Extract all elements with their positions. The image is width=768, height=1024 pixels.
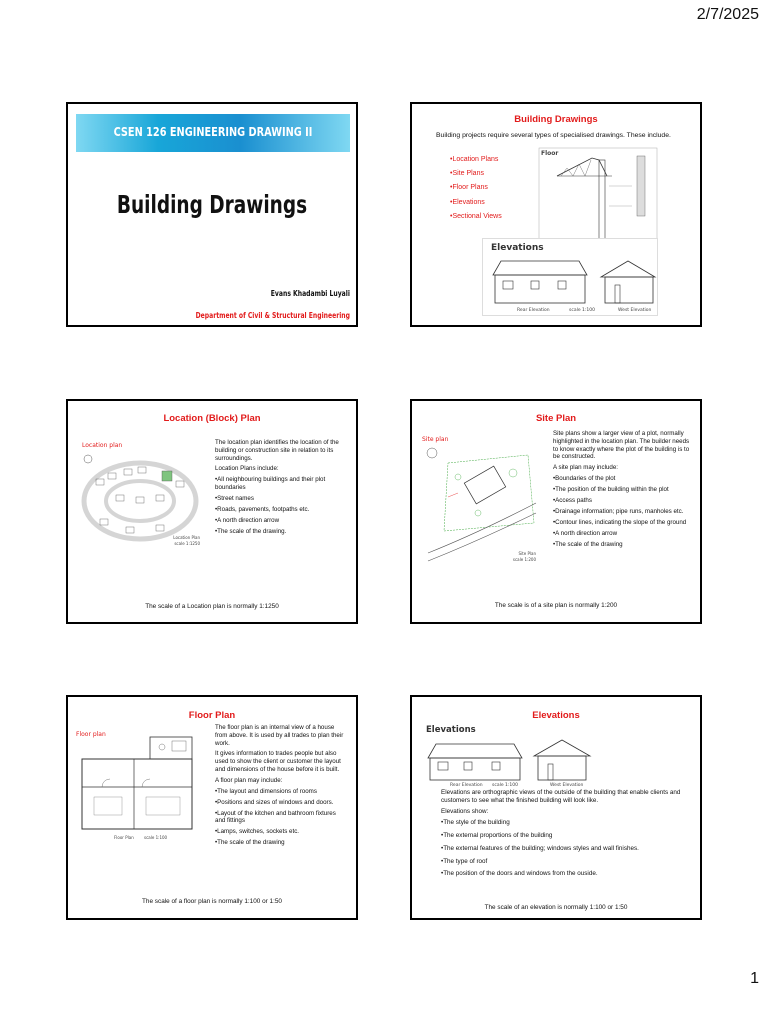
section-drawing-icon xyxy=(537,146,659,246)
bullet-item: •Contour lines, indicating the slope of the ground xyxy=(553,518,687,526)
slide-body xyxy=(553,430,693,552)
paragraph: Elevations are orthographic views of the outside of the building that enable clients and customers to see what the finished building will look like. xyxy=(441,789,681,804)
list-item: •Sectional Views xyxy=(450,212,502,220)
bullet-item: •Roads, pavements, footpaths etc. xyxy=(215,506,310,513)
section-drawing-figure: Floor xyxy=(537,146,659,246)
scale-note: The scale of an elevation is normally 1:100 or 1:50 xyxy=(484,904,628,911)
paragraph: The floor plan is an internal view of a house from above. It is used by all trades to plan their work. xyxy=(215,724,344,747)
slide-heading: Floor Plan xyxy=(188,710,236,721)
floor-plan-drawing-icon xyxy=(72,727,198,847)
author-name: Evans Khadambi Luyali xyxy=(270,289,350,298)
floor-plan-figure: Floor plan Floor Plan scale 1:100 xyxy=(72,727,198,847)
bullet-item: •Lamps, switches, sockets etc. xyxy=(215,828,300,836)
slide-intro: Building projects require several types of specialised drawings. These include. xyxy=(436,132,671,139)
bullet-item: •The position of the doors and windows from the ouside. xyxy=(441,870,598,878)
slide-elevations xyxy=(410,695,702,920)
elevations-figure: Elevations Rear Elevation scale 1:100 West Elevation xyxy=(482,238,658,316)
header-date: 2/7/2025 xyxy=(696,6,759,23)
slide-heading: Building Drawings xyxy=(514,114,598,125)
site-plan-map-icon xyxy=(418,433,540,565)
slide-building-drawings xyxy=(410,102,702,327)
slide-body xyxy=(215,724,347,850)
course-code: CSEN 126 ENGINEERING DRAWING II xyxy=(113,124,313,139)
paragraph: A site plan may include: xyxy=(553,464,619,472)
scale-note: The scale is of a site plan is normally 1:200 xyxy=(494,602,618,609)
list-item: •Site Plans xyxy=(450,170,484,178)
site-plan-figure: Site plan Site Plan scale 1:200 xyxy=(418,433,540,565)
bullet-item: •A north direction arrow xyxy=(215,516,280,524)
elevations-figure: Elevations Rear Elevation scale 1:100 West Elevation xyxy=(422,722,598,790)
bullet-item: •The scale of the drawing xyxy=(553,540,623,548)
bullet-item: •A north direction arrow xyxy=(553,529,618,537)
bullet-item: •Positions and sizes of windows and doors. xyxy=(215,798,334,806)
bullet-item: •The external proportions of the building xyxy=(441,831,553,839)
bullet-item: •The position of the building within the plot xyxy=(553,486,669,494)
presentation-title: Building Drawings xyxy=(116,190,308,219)
department-name: Department of Civil & Structural Engineering xyxy=(195,311,350,320)
slide-heading: Location (Block) Plan xyxy=(163,413,261,424)
bullet-item: •The scale of the drawing. xyxy=(215,527,287,535)
paragraph: It gives information to trades people but also used to show the client or customer the layout and dimensions of the house before it is built. xyxy=(215,750,341,773)
bullet-item: •Street names xyxy=(215,495,254,503)
slide-heading: Elevations xyxy=(532,710,580,721)
bullet-item: •All neighbouring buildings and their plot boundaries xyxy=(215,476,326,492)
bullet-item: •Drainage information; pipe runs, manholes etc. xyxy=(553,507,684,515)
paragraph: Site plans show a larger view of a plot, normally highlighted in the location plan. The builder needs to know exactly where the plot of the building is to be constructed. xyxy=(553,430,690,461)
location-plan-map-icon xyxy=(76,439,204,549)
bullet-item: •Boundaries of the plot xyxy=(553,475,616,483)
slide-title xyxy=(66,102,358,327)
list-item: •Floor Plans xyxy=(450,184,488,192)
drawing-types-list xyxy=(450,156,502,227)
paragraph: Elevations show: xyxy=(441,807,489,815)
slide-site-plan xyxy=(410,399,702,624)
slide-floor-plan xyxy=(66,695,358,920)
slide-body xyxy=(215,439,345,539)
course-banner xyxy=(76,114,350,152)
scale-note: The scale of a Location plan is normally 1:1250 xyxy=(145,603,279,610)
paragraph: A floor plan may include: xyxy=(215,776,283,784)
list-item: •Elevations xyxy=(450,198,485,206)
bullet-item: •The layout and dimensions of rooms xyxy=(215,787,317,795)
bullet-item: •The style of the building xyxy=(441,818,510,826)
paragraph: Location Plans include: xyxy=(215,465,279,473)
slide-body xyxy=(441,789,681,883)
bullet-item: •Layout of the kitchen and bathroom fixtures and fittings xyxy=(215,809,336,825)
page-number: 1 xyxy=(750,970,759,987)
bullet-item: •The scale of the drawing xyxy=(215,839,285,847)
slide-location-plan xyxy=(66,399,358,624)
list-item: •Location Plans xyxy=(450,156,499,163)
bullet-item: •The type of roof xyxy=(441,857,488,865)
location-plan-figure: Location plan Location Plan scale 1:1250 xyxy=(76,439,204,549)
bullet-item: •The external features of the building; windows styles and wall finishes. xyxy=(441,844,639,852)
scale-note: The scale of a floor plan is normally 1:100 or 1:50 xyxy=(142,898,282,905)
paragraph: The location plan identifies the location of the building or construction site in relation to its surroundings. xyxy=(215,439,339,462)
slide-heading: Site Plan xyxy=(535,413,577,424)
bullet-item: •Access paths xyxy=(553,497,592,504)
